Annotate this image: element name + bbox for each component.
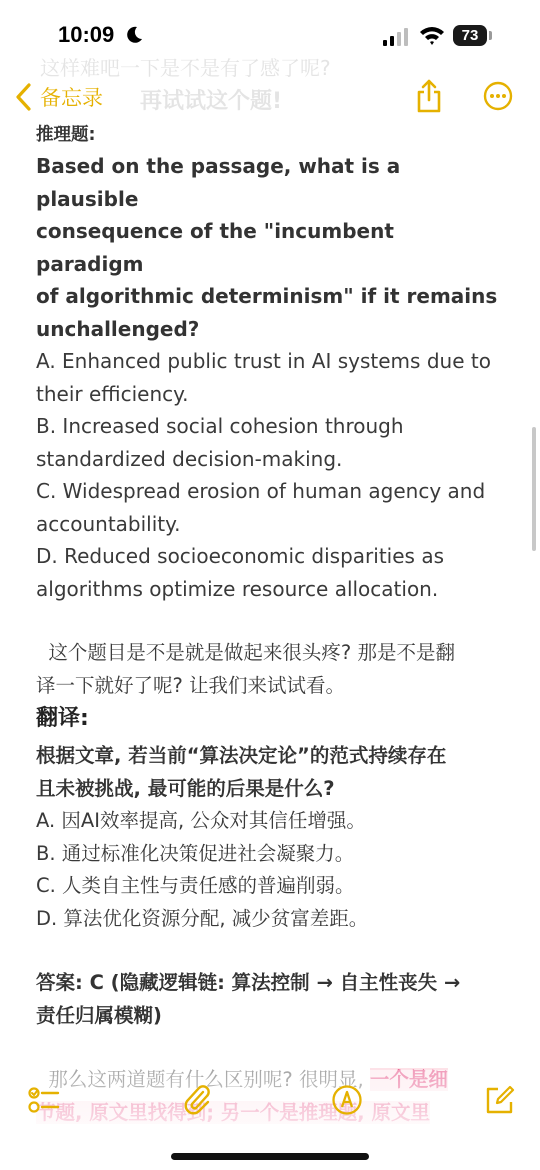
option-line: B. Increased social cohesion through [36, 414, 404, 438]
option-line: D. Reduced socioeconomic disparities as [36, 544, 444, 568]
chevron-left-icon [14, 82, 34, 112]
cellular-signal-icon [383, 28, 411, 46]
compose-icon[interactable] [484, 1084, 516, 1116]
moon-icon [124, 25, 144, 45]
blank-line [36, 605, 506, 637]
answer-line: 责任归属模糊) [36, 1003, 162, 1027]
pen-circle-icon[interactable] [331, 1084, 363, 1116]
translation-option: B. 通过标准化决策促进社会凝聚力。 [36, 841, 355, 865]
option-line: accountability. [36, 511, 181, 536]
blank-line [36, 935, 506, 967]
checklist-icon[interactable] [28, 1084, 60, 1116]
back-button[interactable] [14, 80, 103, 114]
bottom-toolbar [0, 1070, 540, 1130]
nav-bar [0, 74, 540, 118]
translation-option: C. 人类自主性与责任感的普遍削弱。 [36, 874, 355, 897]
battery-tip [489, 31, 492, 40]
question-line: Based on the passage, what is a plausible [36, 154, 401, 211]
translation-heading: 翻译: [36, 706, 89, 731]
option-line: A. Enhanced public trust in AI systems due to [36, 349, 491, 373]
question-label: 推理题: [36, 125, 96, 145]
paperclip-icon[interactable] [181, 1084, 213, 1116]
wifi-icon [419, 24, 445, 46]
intro-line: 这个题目是不是就是做起来很头疼? 那是不是翻 [36, 641, 455, 664]
option-line: standardized decision-making. [36, 446, 343, 471]
translation-question-line: 且未被挑战, 最可能的后果是什么? [36, 776, 335, 800]
battery-indicator [453, 25, 487, 46]
battery-level: 73 [461, 27, 479, 44]
scroll-indicator[interactable] [532, 427, 536, 551]
option-line: algorithms optimize resource allocation. [36, 576, 439, 601]
scrolled-text-ghost: 再试试这个题! [140, 89, 283, 114]
translation-question-line: 根据文章, 若当前“算法决定论”的范式持续存在 [36, 744, 447, 767]
note-body[interactable] [36, 120, 506, 1129]
question-line: unchallenged? [36, 316, 200, 341]
answer-line: 答案: C (隐藏逻辑链: 算法控制 → 自主性丧失 → [36, 971, 461, 994]
question-line: of algorithmic determinism" if it remains [36, 284, 498, 308]
option-line: C. Widespread erosion of human agency and [36, 479, 486, 503]
blank-line [36, 1032, 506, 1064]
scrolled-text-ghost: 这样难吧一下是不是有了感了呢? [40, 56, 331, 80]
option-line: their efficiency. [36, 381, 189, 406]
home-indicator[interactable] [171, 1153, 369, 1160]
intro-line: 译一下就好了呢? 让我们来试试看。 [36, 673, 346, 697]
translation-option: D. 算法优化资源分配, 减少贫富差距。 [36, 906, 369, 930]
translation-option: A. 因AI效率提高, 公众对其信任增强。 [36, 809, 366, 832]
question-line: consequence of the "incumbent paradigm [36, 219, 394, 276]
share-icon[interactable] [414, 78, 444, 114]
back-label: 备忘录 [40, 86, 103, 110]
status-time: 10:09 [58, 22, 115, 47]
ellipsis-circle-icon[interactable] [483, 81, 513, 111]
